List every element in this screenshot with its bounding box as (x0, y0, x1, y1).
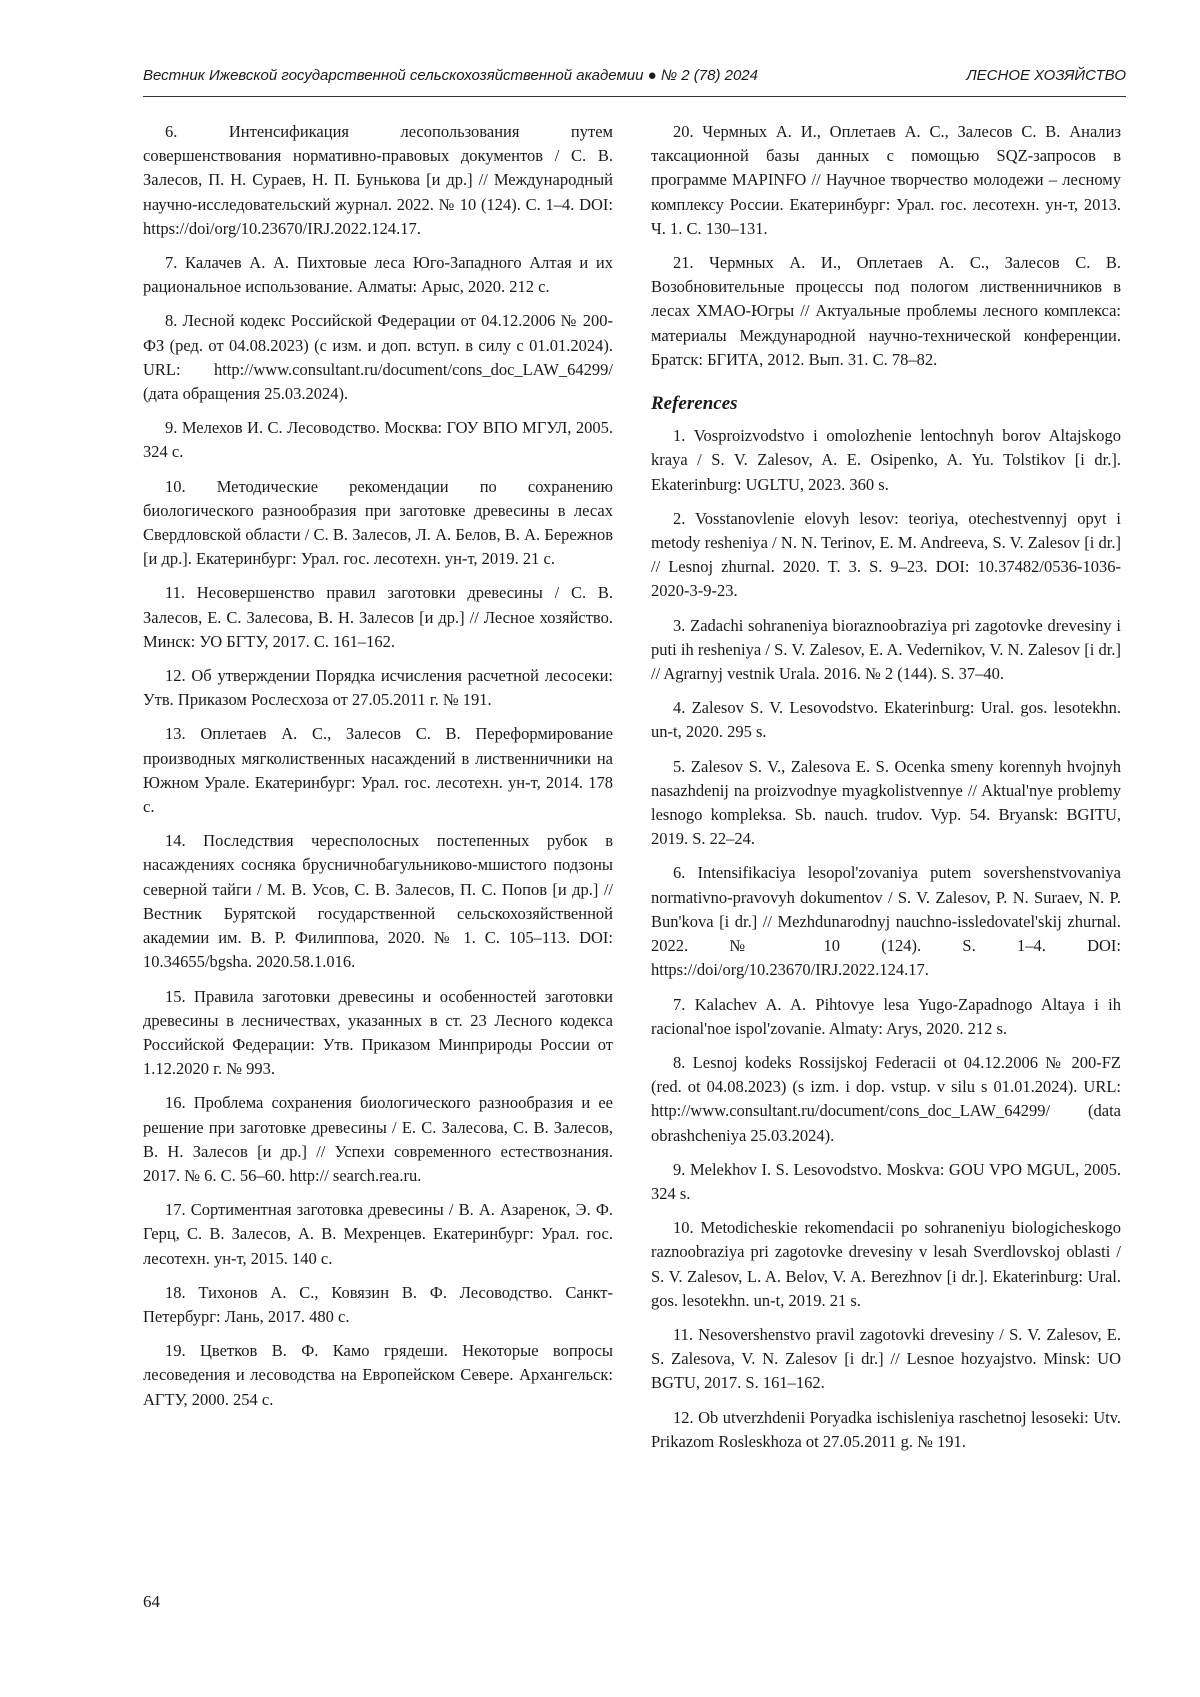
reference-item: 12. Ob utverzhdenii Poryadka ischisleniya raschetnoj lesoseki: Utv. Prikazom Rosleskhoza ot 27.05.2011 g. № 191. (651, 1407, 1121, 1451)
reference-item: 16. Проблема сохранения биологического разнообразия и ее решение при заготовке древесины / Е. С. Залесова, С. В. Залесов, В. Н. Залесов [и др.] // Успехи современного естествознания. 2017. № 6. С. 56–60. http:// search.rea.ru. (143, 1093, 613, 1185)
reference-item: 21. Чермных А. И., Оплетаев А. С., Залесов С. В. Возобновительные процессы под пологом лиственничников в лесах ХМАО-Югры // Актуальные проблемы лесного комплекса: материалы Международной научно-технической конференции. Братск: БГИТА, 2012. Вып. 31. С. 78–82. (651, 253, 1121, 369)
reference-item: 3. Zadachi sohraneniya bioraznoobraziya pri zagotovke drevesiny i puti ih resheniya / S. V. Zalesov, E. A. Vedernikov, V. N. Zalesov [i dr.] // Agrarnyj vestnik Urala. 2016. № 2 (144). S. 37–40. (651, 615, 1121, 684)
reference-item: 9. Melekhov I. S. Lesovodstvo. Moskva: GOU VPO MGUL, 2005. 324 s. (651, 1159, 1121, 1203)
reference-item: 2. Vosstanovlenie elovyh lesov: teoriya, otechestvennyj opyt i metody resheniya / N. N. Terinov, E. M. Andreeva, S. V. Zalesov [i dr.] // Lesnoj zhurnal. 2020. T. 3. S. 9–23. DOI: 10.37482/0536-1036-2020-3-9-23. (651, 508, 1121, 601)
reference-item: 17. Сортиментная заготовка древесины / В. А. Азаренок, Э. Ф. Герц, С. В. Залесов, А. В. Мехренцев. Екатеринбург: Урал. гос. лесотехн. ун-т, 2015. 140 с. (143, 1200, 613, 1268)
reference-item: 13. Оплетаев А. С., Залесов С. В. Переформирование производных мягколиственных насаждений в лиственничники на Южном Урале. Екатеринбург: Урал. гос. лесотехн. ун-т, 2014. 178 с. (143, 724, 613, 817)
reference-item: 11. Несовершенство правил заготовки древесины / С. В. Залесов, Е. С. Залесова, В. Н. Залесов [и др.] // Лесное хозяйство. Минск: УО БГТУ, 2017. С. 161–162. (143, 583, 613, 651)
reference-item: 19. Цветков В. Ф. Камо грядеши. Некоторые вопросы лесоведения и лесоводства на Европейском Севере. Архангельск: АГТУ, 2000. 254 с. (143, 1341, 613, 1409)
reference-item: 1. Vosproizvodstvo i omolozhenie lentochnyh borov Altajskogo kraya / S. V. Zalesov, A. E. Osipenko, A. Yu. Tolstikov [i dr.]. Ekaterinburg: UGLTU, 2023. 360 s. (651, 426, 1121, 494)
journal-title: Вестник Ижевской государственной сельскохозяйственной академии ● № 2 (78) 2024 (143, 67, 758, 84)
page-number: 64 (143, 1592, 160, 1611)
reference-item: 15. Правила заготовки древесины и особенностей заготовки древесины в лесничествах, указанных в ст. 23 Лесного кодекса Российской Федерации: Утв. Приказом Минприроды России от 1.12.2020 г. № 993. (143, 986, 613, 1079)
reference-item: 11. Nesovershenstvo pravil zagotovki drevesiny / S. V. Zalesov, E. S. Zalesova, V. N. Zalesov [i dr.] // Lesnoe hozyajstvo. Minsk: UO BGTU, 2017. S. 161–162. (651, 1324, 1121, 1393)
reference-item: 12. Об утверждении Порядка исчисления расчетной лесосеки: Утв. Приказом Рослесхоза от 27.05.2011 г. № 191. (143, 666, 613, 710)
reference-item: 5. Zalesov S. V., Zalesova E. S. Ocenka smeny korennyh hvojnyh nasazhdenij na proizvodnye myagkolistvennye // Aktual'nye problemy lesnogo kompleksa. Sb. nauch. trudov. Vyp. 54. Bryansk: BGITU, 2019. S. 22–24. (651, 756, 1121, 849)
reference-item: 10. Методические рекомендации по сохранению биологического разнообразия при заготовке древесины в лесах Свердловской области / С. В. Залесов, Л. А. Белов, В. А. Бережнов [и др.]. Екатеринбург: Урал. гос. лесотехн. ун-т, 2019. 21 с. (143, 476, 613, 569)
section-title-header: ЛЕСНОЕ ХОЗЯЙСТВО (966, 67, 1126, 84)
running-header (143, 66, 1126, 97)
reference-item: 7. Калачев А. А. Пихтовые леса Юго-Западного Алтая и их рациональное использование. Алматы: Арыс, 2020. 212 с. (143, 253, 613, 297)
reference-item: 8. Лесной кодекс Российской Федерации от 04.12.2006 № 200-ФЗ (ред. от 04.08.2023) (с изм. и доп. вступ. в силу с 01.01.2024). URL: http://www.consultant.ru/document/cons_doc_LAW_64299/ (дата обращения 25.03.2024). (143, 311, 613, 404)
reference-item: 4. Zalesov S. V. Lesovodstvo. Ekaterinburg: Ural. gos. lesotekhn. un-t, 2020. 295 s. (651, 698, 1121, 742)
left-column (143, 120, 613, 1422)
reference-item: 7. Kalachev A. A. Pihtovye lesa Yugo-Zapadnogo Altaya i ih racional'noe ispol'zovanie. Almaty: Arys, 2020. 212 s. (651, 994, 1121, 1038)
reference-item: 8. Lesnoj kodeks Rossijskoj Federacii ot 04.12.2006 № 200-FZ (red. ot 04.08.2023) (s izm. i dop. vstup. v silu s 01.01.2024). URL: http://www.consultant.ru/document/cons_doc_LAW_64299/ (data obrashcheniya 25.03.2024). (651, 1052, 1121, 1145)
reference-item: 20. Чермных А. И., Оплетаев А. С., Залесов С. В. Анализ таксационной базы данных с помощью SQZ-запросов в программе MAPINFO // Научное творчество молодежи – лесному комплексу России. Екатеринбург: Урал. гос. лесотехн. ун-т, 2013. Ч. 1. С. 130–131. (651, 122, 1121, 238)
right-column (651, 120, 1121, 1464)
reference-item: 6. Intensifikaciya lesopol'zovaniya putem sovershenstvovaniya normativno-pravovyh dokumentov / S. V. Zalesov, P. N. Suraev, N. P. Bun'kova [i dr.] // Mezhdunarodnyj nauchno-issledovatel'skij zhurnal. 2022. № 10 (124). S. 1–4. DOI: https://doi/org/10.23670/IRJ.2022.124.17. (651, 863, 1121, 980)
references-heading: References (651, 393, 738, 415)
reference-item: 9. Мелехов И. С. Лесоводство. Москва: ГОУ ВПО МГУЛ, 2005. 324 с. (143, 418, 613, 462)
reference-item: 14. Последствия чересполосных постепенных рубок в насаждениях сосняка брусничнобагульниково-мшистого подзоны северной тайги / М. В. Усов, С. В. Залесов, П. С. Попов [и др.] // Вестник Бурятской государственной сельскохозяйственной академии им. В. Р. Филиппова, 2020. № 1. С. 105–113. DOI: 10.34655/bgsha. 2020.58.1.016. (143, 831, 613, 972)
reference-item: 6. Интенсификация лесопользования путем совершенствования нормативно-правовых документов / С. В. Залесов, П. Н. Сураев, Н. П. Бунькова [и др.] // Международный научно-исследовательский журнал. 2022. № 10 (124). С. 1–4. DOI: https://doi/org/10.23670/IRJ.2022.124.17. (143, 122, 613, 238)
reference-item: 18. Тихонов А. С., Ковязин В. Ф. Лесоводство. Санкт-Петербург: Лань, 2017. 480 с. (143, 1282, 613, 1326)
reference-item: 10. Metodicheskie rekomendacii po sohraneniyu biologicheskogo raznoobraziya pri zagotovke drevesiny v lesah Sverdlovskoj oblasti / S. V. Zalesov, L. A. Belov, V. A. Berezhnov [i dr.]. Ekaterinburg: Ural. gos. lesotekhn. un-t, 2019. 21 s. (651, 1218, 1121, 1310)
